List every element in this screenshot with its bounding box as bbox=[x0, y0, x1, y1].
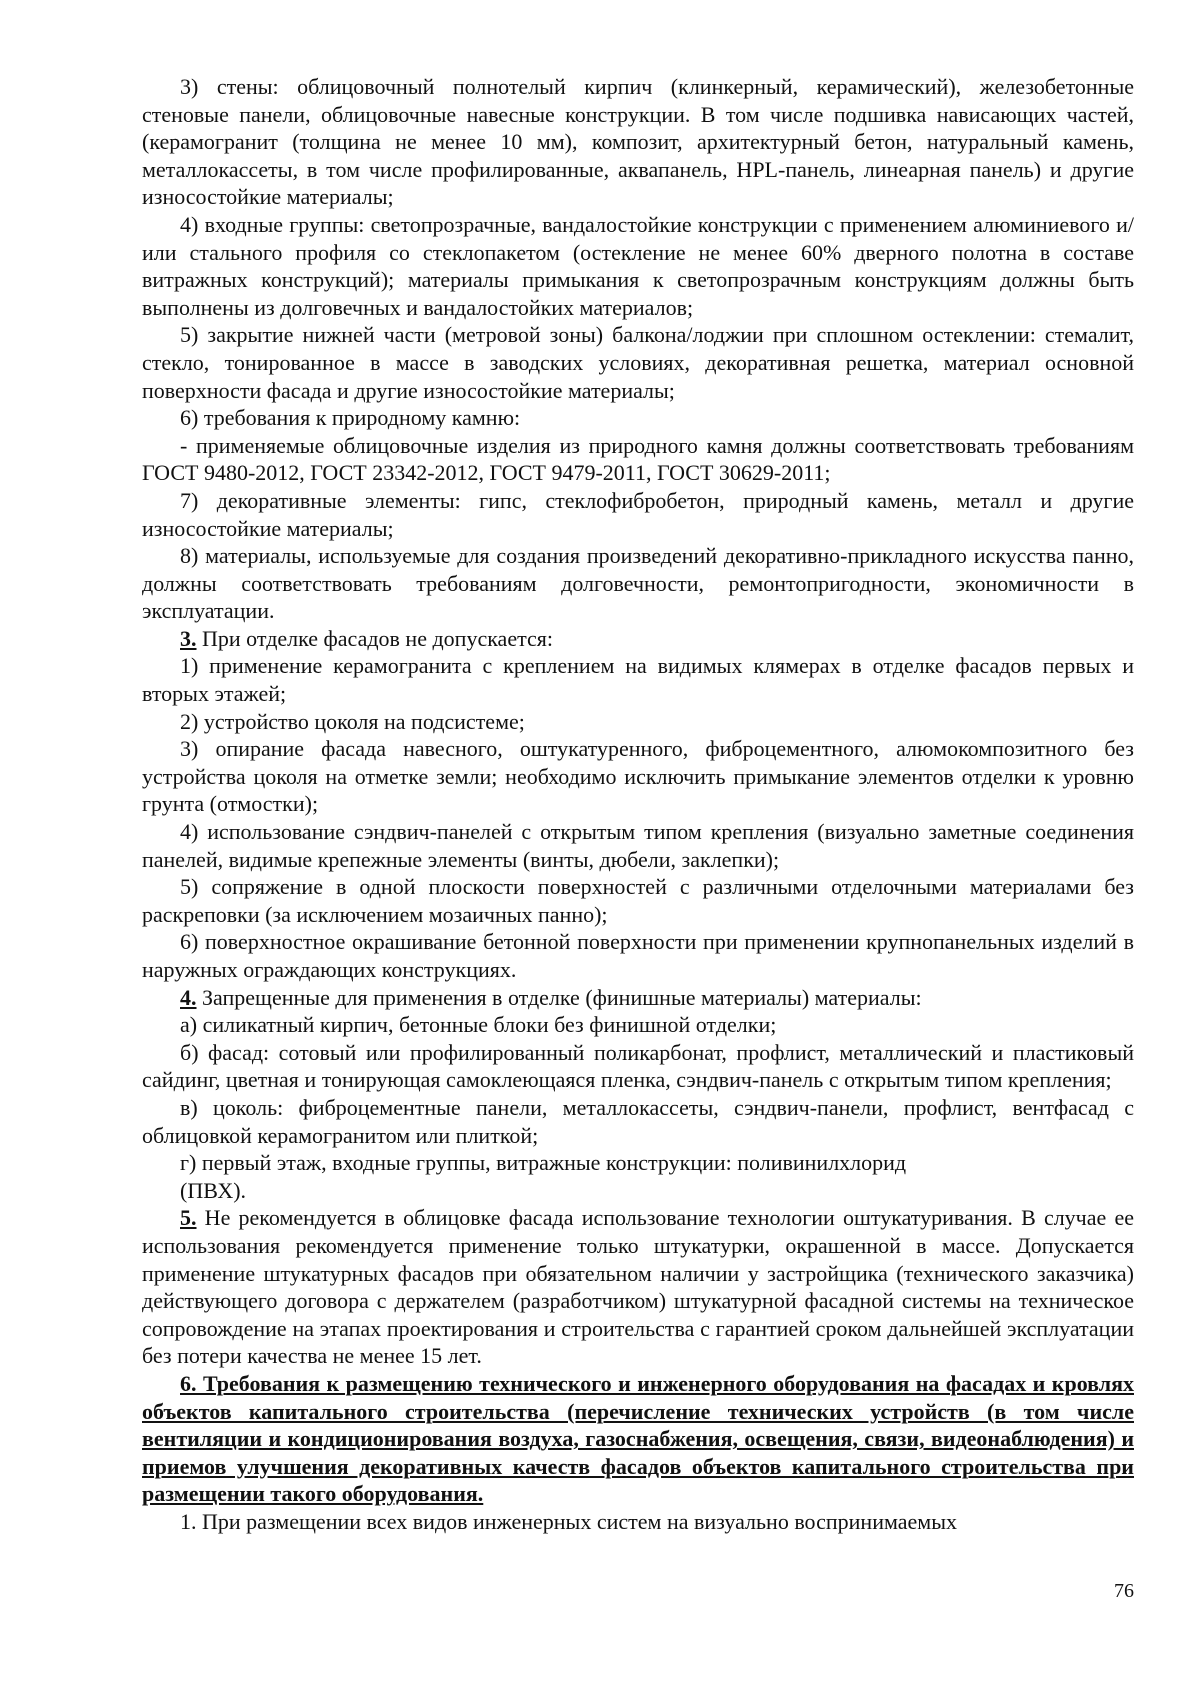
section-4-tail: (ПВХ). bbox=[180, 1177, 247, 1203]
section-5-number: 5. bbox=[180, 1205, 197, 1231]
section-3-item: 2) устройство цоколя на подсистеме; bbox=[180, 708, 525, 734]
section-6-heading: 6. Требования к размещению технического и инженерного оборудования на фасадах и кровлях объектов капитального строительства (перечисление технических устройств (в том числе вентиляции и кондиционирования воздуха, газоснабжения, освещения, связи, видеонаблюдения) и приемов улучшения декоративных качеств фасадов объектов капитального строительства при размещении такого оборудования. bbox=[142, 1370, 1134, 1507]
paragraph-decorative: 7) декоративные элементы: гипс, стеклофибробетон, природный камень, металл и другие износостойкие материалы; bbox=[142, 487, 1134, 541]
section-4-item: а) силикатный кирпич, бетонные блоки без финишной отделки; bbox=[180, 1012, 777, 1038]
page-number: 76 bbox=[1114, 1580, 1134, 1602]
section-4-number: 4. bbox=[180, 984, 197, 1010]
paragraph-balcony: 5) закрытие нижней части (метровой зоны) балкона/лоджии при сплошном остеклении: стемалит, стекло, тонированное в массе в заводских условиях, декоративная решетка, материал основной поверхности фасада и другие износостойкие материалы; bbox=[142, 322, 1134, 403]
section-3-item: 5) сопряжение в одной плоскости поверхностей с различными отделочными материалами без раскреповки (за исключением мозаичных панно); bbox=[142, 874, 1134, 927]
section-4-item: г) первый этаж, входные группы, витражные конструкции: поливинилхлорид bbox=[180, 1150, 907, 1176]
section-4-title: 4. Запрещенные для применения в отделке (финишные материалы) материалы: bbox=[180, 984, 922, 1010]
paragraph-gost: - применяемые облицовочные изделия из природного камня должны соответствовать требованиям ГОСТ 9480-2012, ГОСТ 23342-2012, ГОСТ 9479-2011, ГОСТ 30629-2011; bbox=[142, 432, 1134, 486]
section-5-paragraph: 5. Не рекомендуется в облицовке фасада использование технологии оштукатуривания. В случае ее использования рекомендуется применение только штукатурки, окрашенной в массе. Допускается применение штукатурных фасадов при обязательном наличии у застройщика (технического заказчика) действующего договора с держателем (разработчиком) штукатурной фасадной системы на техническое сопровождение на этапах проектирования и строительства с гарантией сроком дальнейшей эксплуатации без потери качества не менее 15 лет. bbox=[142, 1205, 1134, 1369]
section-3-item: 1) применение керамогранита с креплением на видимых клямерах в отделке фасадов первых и вторых этажей; bbox=[142, 653, 1134, 707]
paragraph-walls: 3) стены: облицовочный полнотелый кирпич (клинкерный, керамический), железобетонные стеновые панели, облицовочные навесные конструкции. В том числе подшивка нависающих частей, (керамогранит (толщина не менее 10 мм), композит, архитектурный бетон, натуральный камень, металлокассеты, в том числе профилированные, аквапанель, HPL-панель, линеарная панель) и другие износостойкие материалы; bbox=[142, 74, 1134, 210]
section-4-item: в) цоколь: фиброцементные панели, металлокассеты, сэндвич-панели, профлист, вентфасад с облицовкой керамогранитом или плиткой; bbox=[142, 1094, 1134, 1148]
section-6-first-line: 1. При размещении всех видов инженерных систем на визуально воспринимаемых bbox=[180, 1508, 957, 1534]
section-3-item: 3) опирание фасада навесного, оштукатуренного, фиброцементного, алюмокомпозитного без устройства цоколя на отметке земли; необходимо исключить примыкание элементов отделки к уровню грунта (отмостки); bbox=[142, 736, 1134, 817]
section-3-title: 3. При отделке фасадов не допускается: bbox=[180, 625, 553, 651]
document-body bbox=[142, 73, 1134, 1535]
section-3-item: 6) поверхностное окрашивание бетонной поверхности при применении крупнопанельных изделий в наружных ограждающих конструкциях. bbox=[142, 929, 1134, 982]
section-3-item: 4) использование сэндвич-панелей с открытым типом крепления (визуально заметные соединения панелей, видимые крепежные элементы (винты, дюбели, заклепки); bbox=[142, 819, 1134, 872]
paragraph-panno: 8) материалы, используемые для создания произведений декоративно-прикладного искусства панно, должны соответствовать требованиям долговечности, ремонтопригодности, экономичности в эксплуатации. bbox=[142, 543, 1134, 624]
paragraph-entrance-groups: 4) входные группы: светопрозрачные, вандалостойкие конструкции с применением алюминиевого и/или стального профиля со стеклопакетом (остекление не менее 60% дверного полотна в составе витражных конструкций); материалы примыкания к светопрозрачным конструкциям должны быть выполнены из долговечных и вандалостойких материалов; bbox=[142, 211, 1134, 320]
paragraph-natural-stone: 6) требования к природному камню: bbox=[180, 405, 521, 431]
section-3-number: 3. bbox=[180, 625, 197, 651]
section-4-item: б) фасад: сотовый или профилированный поликарбонат, профлист, металлический и пластиковый сайдинг, цветная и тонирующая самоклеющаяся пленка, сэндвич-панель с открытым типом крепления; bbox=[142, 1039, 1134, 1093]
